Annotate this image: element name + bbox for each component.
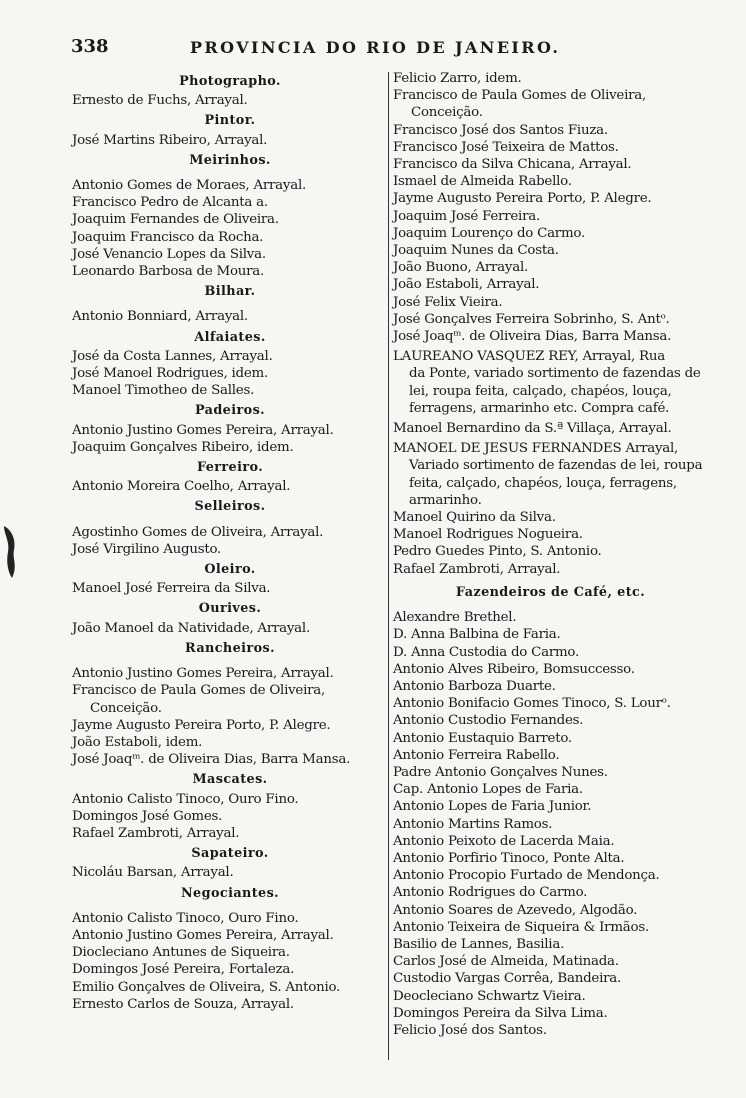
list-item: Antonio Procopio Furtado de Mendonça.	[393, 868, 660, 884]
list-item: Francisco de Paula Gomes de Oliveira,	[72, 683, 326, 699]
list-item: Antonio Calisto Tinoco, Ouro Fino.	[72, 910, 299, 926]
list-item: José Felix Vieira.	[393, 294, 503, 310]
list-item: Antonio Justino Gomes Pereira, Arrayal.	[72, 422, 334, 438]
list-item: Antonio Rodrigues do Carmo.	[393, 885, 588, 901]
section-title: Photographo.	[179, 74, 281, 89]
list-item: Nicoláu Barsan, Arrayal.	[72, 865, 234, 881]
list-item: Antonio Lopes de Faria Junior.	[393, 799, 592, 815]
list-item: Antonio Ferreira Rabello.	[393, 747, 560, 763]
list-item: José Joaqᵐ. de Oliveira Dias, Barra Mansa.	[393, 329, 672, 345]
list-item: Antonio Porfirio Tinoco, Ponte Alta.	[393, 850, 625, 866]
list-item: Antonio Justino Gomes Pereira, Arrayal.	[72, 666, 334, 682]
list-item: João Manoel da Natividade, Arrayal.	[72, 620, 310, 636]
list-item: Antonio Bonifacio Gomes Tinoco, S. Lourᵒ.	[393, 696, 671, 712]
section-title: Meirinhos.	[189, 152, 271, 168]
list-item: Joaquim Fernandes de Oliveira.	[72, 212, 279, 228]
list-item: Joaquim Francisco da Rocha.	[72, 229, 264, 245]
list-item: Emilio Gonçalves de Oliveira, S. Antonio.	[72, 979, 341, 995]
advertisement	[393, 440, 708, 509]
list-item: Leonardo Barbosa de Moura.	[72, 264, 265, 280]
list-item: Antonio Barboza Duarte.	[393, 678, 556, 694]
list-item: Antonio Moreira Coelho, Arrayal.	[72, 479, 291, 495]
list-item: Domingos José Gomes.	[72, 808, 223, 824]
list-item: Antonio Teixeira de Siqueira & Irmãos.	[393, 919, 649, 935]
list-item: José Gonçalves Ferreira Sobrinho, S. Antᵒ.	[393, 311, 670, 327]
list-item: Manoel Timotheo de Salles.	[72, 383, 255, 399]
advertisement-body: da Ponte, variado sortimento de fazendas de lei, roupa feita, calçado, chapéos, louça, ferragens, armarinho etc. Compra café.	[409, 366, 701, 416]
list-item: Francisco José dos Santos Fiuza.	[393, 122, 608, 138]
section-title: Ferreiro.	[196, 460, 264, 476]
list-item: Pedro Guedes Pinto, S. Antonio.	[393, 544, 602, 560]
section-title: Oleiro.	[204, 562, 256, 578]
list-item: Francisco José Teixeira de Mattos.	[393, 139, 619, 155]
section-title: Ourives.	[198, 601, 262, 617]
list-item: Agostinho Gomes de Oliveira, Arrayal.	[72, 524, 324, 540]
list-item: Antonio Peixoto de Lacerda Maia.	[393, 833, 615, 849]
page-number: 338	[71, 36, 109, 57]
list-item: Diocleciano Antunes de Siqueira.	[72, 945, 290, 961]
list-item: João Estaboli, Arrayal.	[393, 277, 540, 293]
list-item: Custodio Vargas Corrêa, Bandeira.	[393, 971, 622, 987]
list-item: Manoel Bernardino da S.ª Villaça, Arrayal.	[393, 421, 672, 437]
list-item: Deocleciano Schwartz Vieira.	[393, 988, 586, 1004]
list-item: José Manoel Rodrigues, idem.	[72, 366, 268, 382]
list-item: José Virgilino Augusto.	[72, 541, 222, 557]
list-item: Rafael Zambroti, Arrayal.	[72, 825, 240, 841]
list-item: Francisco de Paula Gomes de Oliveira,	[393, 88, 647, 104]
list-item: Antonio Eustaquio Barreto.	[393, 730, 572, 746]
list-item: Conceição.	[411, 105, 483, 121]
list-item: João Estaboli, idem.	[72, 734, 203, 750]
list-item: Ismael de Almeida Rabello.	[393, 174, 572, 190]
page-title: PROVINCIA DO RIO DE JANEIRO.	[190, 38, 561, 57]
list-item: Padre Antonio Gonçalves Nunes.	[393, 764, 608, 780]
list-item: Antonio Calisto Tinoco, Ouro Fino.	[72, 791, 299, 807]
list-item: Antonio Bonniard, Arrayal.	[72, 309, 248, 325]
list-item: Conceição.	[90, 700, 162, 716]
column-divider	[388, 72, 389, 1060]
list-item: Ernesto Carlos de Souza, Arrayal.	[72, 996, 294, 1012]
advertisement-heading: LAUREANO VASQUEZ REY, Arrayal, Rua	[393, 349, 666, 365]
advertisement-heading: MANOEL DE JESUS FERNANDES Arrayal,	[393, 441, 679, 457]
list-item: João Buono, Arrayal.	[393, 260, 529, 276]
advertisement	[393, 348, 708, 417]
advertisement-body: Variado sortimento de fazendas de lei, roupa feita, calçado, chapéos, louça, ferragens, armarinho.	[409, 458, 703, 508]
list-item: Antonio Alves Ribeiro, Bomsuccesso.	[393, 661, 635, 677]
list-item: Cap. Antonio Lopes de Faria.	[393, 782, 583, 798]
list-item: Ernesto de Fuchs, Arrayal.	[72, 93, 248, 109]
list-item: Joaquim José Ferreira.	[393, 208, 540, 224]
list-item: Felicio José dos Santos.	[393, 1022, 547, 1038]
section-title: Fazendeiros de Café, etc.	[455, 584, 646, 600]
page-header	[0, 36, 746, 60]
list-item: Joaquim Nunes da Costa.	[393, 243, 559, 259]
list-item: Antonio Martins Ramos.	[393, 816, 553, 832]
section-title: Alfaiates.	[194, 329, 266, 345]
list-item: Francisco da Silva Chicana, Arrayal.	[393, 157, 632, 173]
list-item: Rafael Zambroti, Arrayal.	[393, 561, 561, 577]
section-title: Sapateiro.	[191, 846, 269, 862]
left-column	[72, 70, 388, 1013]
list-item: Jayme Augusto Pereira Porto, P. Alegre.	[72, 717, 331, 733]
section-title: Rancheiros.	[185, 640, 275, 656]
list-item: José Joaqᵐ. de Oliveira Dias, Barra Mansa.	[72, 752, 351, 768]
list-item: Antonio Gomes de Moraes, Arrayal.	[72, 178, 306, 194]
list-item: Alexandre Brethel.	[393, 610, 517, 626]
section-title: Mascates.	[192, 772, 268, 788]
section-title: Selleiros.	[194, 499, 266, 515]
list-item: Manoel Rodrigues Nogueira.	[393, 527, 583, 543]
list-item: Basilio de Lannes, Basilia.	[393, 936, 565, 952]
list-item: José da Costa Lannes, Arrayal.	[72, 348, 273, 364]
list-item: Joaquim Lourenço do Carmo.	[393, 225, 585, 241]
list-item: Carlos José de Almeida, Matinada.	[393, 954, 619, 970]
list-item: Domingos Pereira da Silva Lima.	[393, 1005, 608, 1021]
list-item: D. Anna Balbina de Faria.	[393, 627, 561, 643]
list-item: Manoel José Ferreira da Silva.	[72, 581, 271, 597]
list-item: Jayme Augusto Pereira Porto, P. Alegre.	[393, 191, 652, 207]
list-item: Antonio Soares de Azevedo, Algodão.	[393, 902, 638, 918]
binding-mark-icon	[2, 522, 22, 582]
list-item: Antonio Justino Gomes Pereira, Arrayal.	[72, 927, 334, 943]
list-item: Joaquim Gonçalves Ribeiro, idem.	[72, 439, 294, 455]
list-item: Felicio Zarro, idem.	[393, 71, 522, 86]
section-title: Pintor.	[204, 113, 256, 129]
list-item: Manoel Quirino da Silva.	[393, 510, 556, 526]
section-title: Negociantes.	[180, 885, 280, 901]
list-item: Antonio Custodio Fernandes.	[393, 713, 584, 729]
list-item: José Venancio Lopes da Silva.	[72, 246, 266, 262]
section-title: Bilhar.	[204, 284, 256, 300]
right-column	[393, 70, 708, 1039]
list-item: Domingos José Pereira, Fortaleza.	[72, 962, 295, 978]
section-title: Padeiros.	[194, 403, 266, 419]
list-item: D. Anna Custodia do Carmo.	[393, 644, 580, 660]
list-item: José Martins Ribeiro, Arrayal.	[72, 132, 268, 148]
list-item: Francisco Pedro de Alcanta a.	[72, 195, 268, 211]
